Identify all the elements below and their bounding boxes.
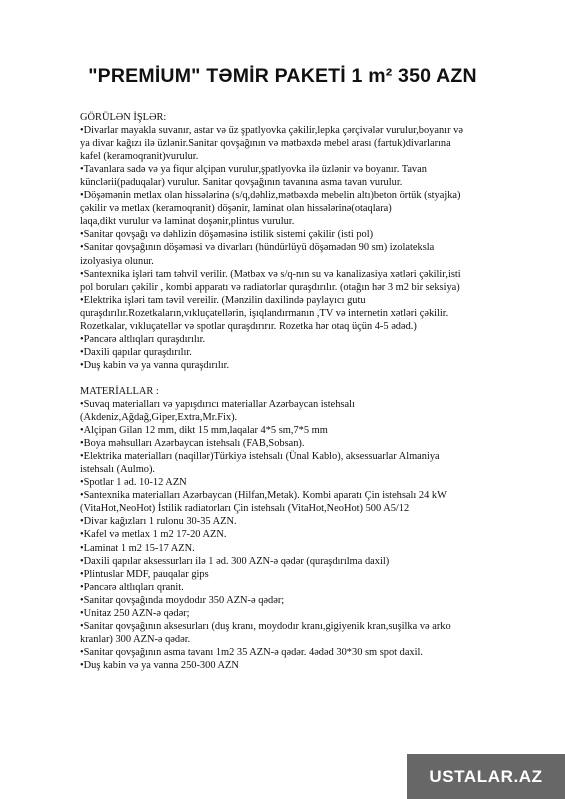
list-item: izolyasiya olunur.: [80, 255, 154, 267]
list-item: çəkilir və metlax (keramoqranit) döşənir, laminat olan hissələrinə(otaqlara): [80, 203, 392, 215]
list-item: istehsalı (Aulmo).: [80, 464, 156, 476]
list-item: •Daxili qapılar aksessurları ilə 1 əd. 300 AZN-ə qədər (quraşdırılma daxil): [80, 555, 390, 567]
list-item: ya divar kağızı ilə üzlənir.Sanitar qovşağının və mətbəxdə mebel arası (fartuk)divarlarına: [80, 138, 451, 150]
list-item: •Pəncərə altlıqları qranit.: [80, 581, 184, 593]
list-item: kranlar) 300 AZN-ə qədər.: [80, 633, 191, 645]
list-item: •Daxili qapılar quraşdırılır.: [80, 346, 192, 358]
watermark-text: USTALAR.AZ: [429, 766, 543, 786]
list-item: •Sanitar qovşağının aksesurları (duş kranı, moydodır kranı,gigiyenik kran,suşilka və arko: [80, 620, 451, 632]
list-item: laqa,dikt vurulur və laminat doşənir,plintus vurulur.: [80, 216, 295, 228]
list-item: •Duş kabin və ya vanna 250-300 AZN: [80, 659, 239, 671]
list-item: •Unitaz 250 AZN-ə qədər;: [80, 607, 190, 619]
page-title: "PREMİUM" TƏMİR PAKETİ 1 m² 350 AZN: [88, 65, 477, 88]
document-body: [80, 111, 530, 672]
list-item: pol boruları çəkilir , kombi apparatı və radiatorlar quraşdırılır. (otağın hər 3 m2 bir seksiya): [80, 281, 460, 293]
list-item: quraşdırılır.Rozetkaların,vıkluçatellərin, işıqlandırmanın ,TV və internetin xətləri çəkilir.: [80, 307, 449, 319]
list-item: •Alçipan Gilan 12 mm, dikt 15 mm,laqalar 4*5 sm,7*5 mm: [80, 425, 328, 437]
list-item: •Kafel və metlax 1 m2 17-20 AZN.: [80, 529, 227, 541]
list-item: •Divarlar mayakla suvanır, astar və üz şpatlyovka çəkilir,lepka çərçivələr vurulur,boyanır və: [80, 125, 463, 137]
list-item: •Sanitar qovşağının asma tavanı 1m2 35 AZN-ə qədər. 4ədəd 30*30 sm spot daxil.: [80, 646, 424, 658]
list-item: •Sanitar qovşağında moydodır 350 AZN-ə qədər;: [80, 594, 285, 606]
section-works: [80, 111, 530, 372]
list-item: •Pəncərə altlıqları quraşdırılır.: [80, 333, 206, 345]
list-item: •Santexnika materialları Azərbaycan (Hilfan,Metak). Kombi aparatı Çin istehsalı 24 kW: [80, 490, 447, 502]
list-item: •Suvaq materialları və yapışdırıcı materiallar Azərbaycan istehsalı: [80, 398, 355, 410]
list-item: kafel (keramoqranit)vurulur.: [80, 151, 199, 163]
list-item: •Plintuslar MDF, pauqalar gips: [80, 568, 209, 580]
site-watermark: [407, 754, 565, 799]
list-item: •Laminat 1 m2 15-17 AZN.: [80, 542, 195, 554]
list-item: Rozetkalar, vıkluçatellər və spotlar quraşdırırır. Rozetka hər otaq üçün 4-5 ədəd.): [80, 320, 417, 332]
list-item: •Elektrika işləri tam təvil vereilir. (Mənzilin daxilində paylayıcı gutu: [80, 294, 366, 306]
list-item: •Boya məhsulları Azərbaycan istehsalı (FAB,Sobsan).: [80, 438, 305, 450]
section-heading-materials: MATERİALLAR :: [80, 385, 159, 397]
works-list: [80, 124, 530, 372]
list-item: •Elektrika materialları (naqillər)Türkiyə istehsalı (Ünal Kablo), aksessuarlar Almaniya: [80, 451, 440, 463]
list-item: künclərii(paduqalar) vurulur. Sanitar qovşağının tavanına asma tavan vurulur.: [80, 177, 403, 189]
list-item: •Döşəmənin metlax olan hissələrinə (s/q,dəhliz,mətbəxdə mebelin altı)beton örtük (styajka): [80, 190, 461, 202]
list-item: (VitaHot,NeoHot) İstilik radiatorları Çin istehsalı (VitaHot,NeoHot) 500 A5/12: [80, 503, 410, 515]
list-item: •Tavanlara sadə və ya fiqur alçipan vurulur,şpatlyovka ilə üzlənir və boyanır. Tavan: [80, 164, 427, 176]
materials-list: [80, 398, 530, 672]
section-materials: [80, 385, 530, 672]
list-item: •Duş kabin və ya vanna quraşdırılır.: [80, 359, 230, 371]
list-item: •Sanitar qovşağı və dəhlizin döşəməsinə istilik sistemi çəkilir (isti pol): [80, 229, 374, 241]
section-heading-works: GÖRÜLƏN İŞLƏR:: [80, 112, 167, 123]
list-item: (Akdeniz,Ağdağ,Giper,Extra,Mr.Fix).: [80, 412, 238, 424]
list-item: •Santexnika işləri tam təhvil verilir. (Mətbəx və s/q-nın su və kanalizasiya xətləri çəkilir,isti: [80, 268, 461, 280]
list-item: •Divar kağızları 1 rulonu 30-35 AZN.: [80, 516, 237, 528]
list-item: •Spotlar 1 əd. 10-12 AZN: [80, 477, 187, 489]
list-item: •Sanitar qovşağının döşəməsi və divarları (hündürlüyü döşəmədən 90 sm) izolateksla: [80, 242, 435, 254]
